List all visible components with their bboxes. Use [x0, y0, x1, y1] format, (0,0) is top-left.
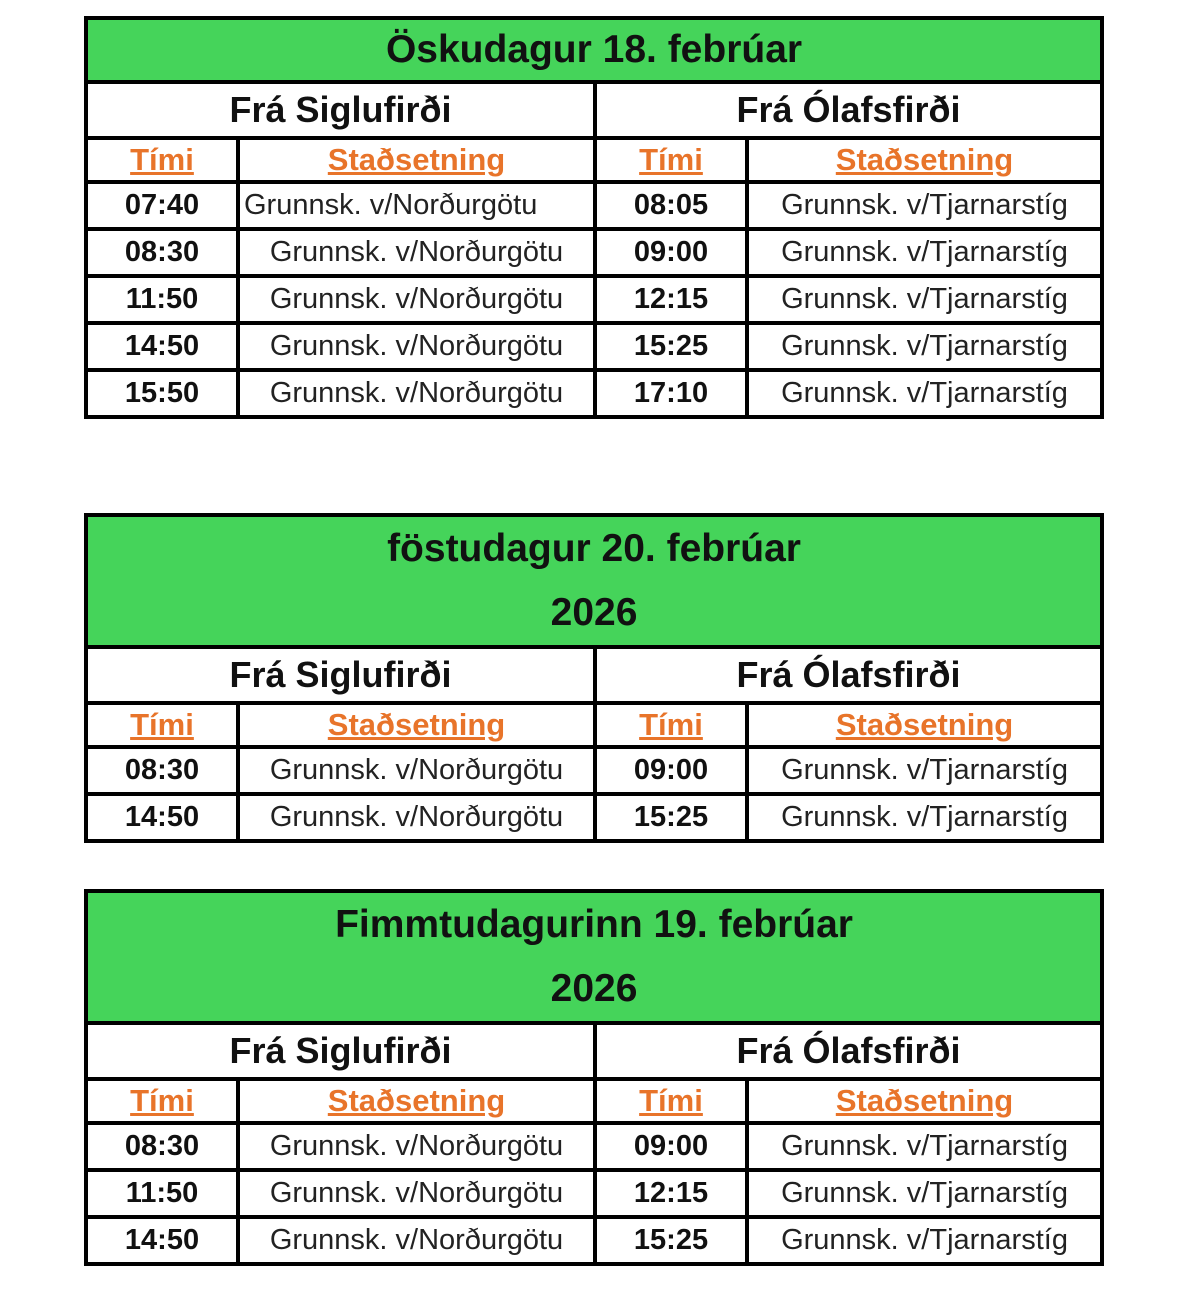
departure-location: Grunnsk. v/Tjarnarstíg: [747, 1217, 1102, 1264]
time-label: Tími: [130, 1083, 194, 1118]
location-label: Staðsetning: [327, 142, 506, 177]
departure-location: Grunnsk. v/Norðurgötu: [238, 1217, 595, 1264]
departure-time: 12:15: [595, 276, 747, 323]
departure-time: 15:25: [595, 323, 747, 370]
schedule-title: [86, 515, 1102, 647]
table-row: [86, 794, 1102, 841]
time-column-header: [86, 138, 238, 182]
departure-time: 08:05: [595, 182, 747, 229]
departure-time: 15:25: [595, 1217, 747, 1264]
time-column-header: [595, 138, 747, 182]
title-line: föstudagur 20. febrúar: [387, 527, 801, 570]
location-label: Staðsetning: [327, 707, 506, 742]
time-label: Tími: [130, 707, 194, 742]
location-label: Staðsetning: [327, 1083, 506, 1118]
schedule-title: [86, 18, 1102, 82]
title-year: 2026: [550, 591, 638, 634]
time-label: Tími: [639, 142, 703, 177]
departure-location: Grunnsk. v/Norðurgötu: [238, 1170, 595, 1217]
time-label: Tími: [639, 1083, 703, 1118]
table-row: [86, 182, 1102, 229]
departure-location: Grunnsk. v/Norðurgötu: [238, 794, 595, 841]
departure-time: 09:00: [595, 229, 747, 276]
departure-time: 08:30: [86, 747, 238, 794]
departure-time: 09:00: [595, 747, 747, 794]
departure-location: Grunnsk. v/Tjarnarstíg: [747, 276, 1102, 323]
schedule-table-thursday: [84, 889, 1104, 1266]
departure-time: 11:50: [86, 276, 238, 323]
time-column-header: [86, 703, 238, 747]
table-row: [86, 1170, 1102, 1217]
departure-time: 15:25: [595, 794, 747, 841]
departure-time: 09:00: [595, 1123, 747, 1170]
departure-time: 17:10: [595, 370, 747, 417]
title-year: 2026: [550, 967, 638, 1010]
departure-location: Grunnsk. v/Tjarnarstíg: [747, 794, 1102, 841]
table-row: [86, 323, 1102, 370]
departure-time: 08:30: [86, 229, 238, 276]
title-line: Fimmtudagurinn 19. febrúar: [335, 903, 853, 946]
departure-time: 14:50: [86, 1217, 238, 1264]
departure-time: 14:50: [86, 323, 238, 370]
departure-location: Grunnsk. v/Norðurgötu: [238, 747, 595, 794]
departure-location: Grunnsk. v/Tjarnarstíg: [747, 182, 1102, 229]
location-label: Staðsetning: [835, 707, 1014, 742]
departure-location: Grunnsk. v/Tjarnarstíg: [747, 323, 1102, 370]
departure-time: 15:50: [86, 370, 238, 417]
location-column-header: [238, 1079, 595, 1123]
table-row: [86, 1123, 1102, 1170]
departure-location: Grunnsk. v/Norðurgötu: [238, 1123, 595, 1170]
table-row: [86, 747, 1102, 794]
table-row: [86, 276, 1102, 323]
location-column-header: [747, 1079, 1102, 1123]
from-olafsfjordur-header: Frá Ólafsfirði: [595, 647, 1102, 703]
departure-location: Grunnsk. v/Norðurgötu: [238, 229, 595, 276]
departure-location: Grunnsk. v/Tjarnarstíg: [747, 1170, 1102, 1217]
location-column-header: [238, 703, 595, 747]
location-label: Staðsetning: [835, 1083, 1014, 1118]
departure-location: Grunnsk. v/Tjarnarstíg: [747, 229, 1102, 276]
schedule-table-friday: [84, 513, 1104, 843]
schedule-title: [86, 891, 1102, 1023]
departure-location: Grunnsk. v/Norðurgötu: [238, 323, 595, 370]
location-label: Staðsetning: [835, 142, 1014, 177]
departure-location: Grunnsk. v/Norðurgötu: [238, 276, 595, 323]
time-label: Tími: [130, 142, 194, 177]
title-line: Öskudagur 18. febrúar: [385, 28, 803, 71]
departure-time: 11:50: [86, 1170, 238, 1217]
departure-location: Grunnsk. v/Tjarnarstíg: [747, 1123, 1102, 1170]
time-column-header: [595, 703, 747, 747]
from-siglufjordur-header: Frá Siglufirði: [86, 1023, 595, 1079]
location-column-header: [747, 703, 1102, 747]
location-column-header: [238, 138, 595, 182]
departure-time: 14:50: [86, 794, 238, 841]
departure-location: Grunnsk. v/Tjarnarstíg: [747, 747, 1102, 794]
table-row: [86, 229, 1102, 276]
from-siglufjordur-header: Frá Siglufirði: [86, 647, 595, 703]
departure-location: Grunnsk. v/Norðurgötu: [238, 370, 595, 417]
from-siglufjordur-header: Frá Siglufirði: [86, 82, 595, 138]
schedule-table-ash-wednesday: [84, 16, 1104, 419]
time-column-header: [595, 1079, 747, 1123]
departure-location: Grunnsk. v/Tjarnarstíg: [747, 370, 1102, 417]
departure-location: Grunnsk. v/Norðurgötu: [238, 182, 595, 229]
time-column-header: [86, 1079, 238, 1123]
location-column-header: [747, 138, 1102, 182]
table-row: [86, 370, 1102, 417]
departure-time: 08:30: [86, 1123, 238, 1170]
from-olafsfjordur-header: Frá Ólafsfirði: [595, 82, 1102, 138]
departure-time: 12:15: [595, 1170, 747, 1217]
from-olafsfjordur-header: Frá Ólafsfirði: [595, 1023, 1102, 1079]
time-label: Tími: [639, 707, 703, 742]
departure-time: 07:40: [86, 182, 238, 229]
table-row: [86, 1217, 1102, 1264]
